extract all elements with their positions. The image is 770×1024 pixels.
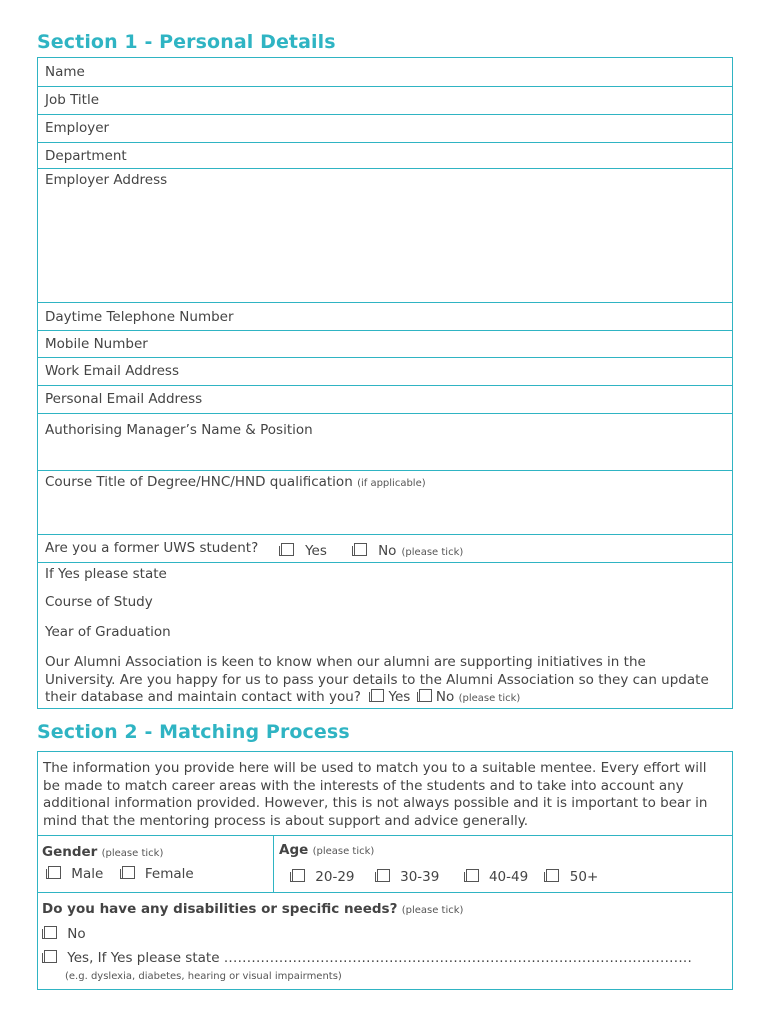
disabilities-yes-label: Yes, If Yes please state bbox=[67, 950, 220, 966]
daytime-phone-label: Daytime Telephone Number bbox=[45, 309, 234, 325]
alumni-paragraph bbox=[45, 654, 726, 708]
gender-female-checkbox[interactable] bbox=[122, 866, 135, 879]
age-20-29-checkbox[interactable] bbox=[292, 869, 305, 882]
alumni-line-3: their database and maintain contact with you? bbox=[45, 689, 361, 705]
gender-male-checkbox[interactable] bbox=[48, 866, 61, 879]
mobile-row[interactable] bbox=[38, 330, 732, 357]
employer-address-label: Employer Address bbox=[45, 172, 168, 188]
age-heading bbox=[279, 842, 374, 858]
disabilities-yes-checkbox[interactable] bbox=[44, 950, 57, 963]
disabilities-heading bbox=[42, 901, 463, 917]
intro-line-2: be made to match career areas with the interests of the students and to take into account any bbox=[43, 777, 684, 794]
section2-title: Section 2 - Matching Process bbox=[37, 721, 350, 743]
course-of-study-label: Course of Study bbox=[45, 594, 153, 610]
course-title-row[interactable] bbox=[38, 470, 732, 534]
disabilities-no-option bbox=[44, 926, 86, 942]
disabilities-question: Do you have any disabilities or specific needs? bbox=[42, 901, 398, 917]
daytime-phone-row[interactable] bbox=[38, 302, 732, 330]
age-50-plus-label: 50+ bbox=[569, 869, 599, 885]
work-email-label: Work Email Address bbox=[45, 363, 179, 379]
intro-line-4: mind that the mentoring process is about support and advice generally. bbox=[43, 812, 529, 829]
former-student-no-label: No bbox=[378, 543, 397, 559]
intro-line-3: additional information provided. However, this is not always possible and it is important to bear in bbox=[43, 795, 708, 811]
gender-label: Gender bbox=[42, 844, 98, 860]
age-20-29-label: 20-29 bbox=[315, 869, 355, 885]
alumni-line-1: Our Alumni Association is keen to know when our alumni are supporting initiatives in the bbox=[45, 654, 646, 670]
disabilities-row bbox=[38, 892, 732, 990]
disabilities-no-label: No bbox=[67, 926, 86, 942]
year-of-graduation-label: Year of Graduation bbox=[45, 624, 171, 640]
disabilities-yes-option bbox=[44, 950, 692, 966]
personal-email-row[interactable] bbox=[38, 385, 732, 413]
employer-address-row[interactable] bbox=[38, 168, 732, 302]
age-options bbox=[292, 869, 598, 885]
gender-note: (please tick) bbox=[101, 848, 164, 859]
mobile-label: Mobile Number bbox=[45, 336, 148, 352]
age-30-39-checkbox[interactable] bbox=[377, 869, 390, 882]
matching-process-box bbox=[37, 751, 733, 990]
former-student-yes-label: Yes bbox=[305, 543, 327, 559]
authorising-manager-label: Authorising Manager’s Name & Position bbox=[45, 422, 313, 438]
disabilities-note: (please tick) bbox=[401, 905, 464, 916]
disabilities-yes-dotted-line[interactable]: ...................................................................................................... bbox=[223, 950, 693, 966]
work-email-row[interactable] bbox=[38, 357, 732, 385]
age-50-plus-checkbox[interactable] bbox=[546, 869, 559, 882]
former-student-options bbox=[281, 540, 463, 559]
age-label: Age bbox=[279, 842, 309, 858]
alumni-note: (please tick) bbox=[458, 693, 521, 704]
employer-row[interactable] bbox=[38, 114, 732, 142]
former-student-no-checkbox[interactable] bbox=[354, 543, 367, 556]
employer-label: Employer bbox=[45, 120, 110, 136]
department-row[interactable] bbox=[38, 142, 732, 168]
course-title-text: Course Title of Degree/HNC/HND qualification bbox=[45, 474, 353, 490]
personal-email-label: Personal Email Address bbox=[45, 391, 203, 407]
name-label: Name bbox=[45, 64, 85, 80]
gender-heading bbox=[42, 844, 163, 860]
job-title-label: Job Title bbox=[45, 92, 100, 108]
alumni-no-label: No bbox=[435, 689, 455, 705]
former-student-question-wrap bbox=[45, 540, 258, 556]
age-40-49-label: 40-49 bbox=[488, 869, 529, 885]
section1-title: Section 1 - Personal Details bbox=[37, 31, 336, 53]
gender-options bbox=[48, 866, 194, 882]
age-note: (please tick) bbox=[312, 846, 375, 857]
alumni-line-3-wrap bbox=[45, 689, 726, 708]
former-student-row bbox=[38, 534, 732, 562]
alumni-no-checkbox[interactable] bbox=[419, 689, 432, 702]
alumni-yes-checkbox[interactable] bbox=[371, 689, 384, 702]
department-label: Department bbox=[45, 148, 127, 164]
job-title-row[interactable] bbox=[38, 86, 732, 114]
former-student-note: (please tick) bbox=[401, 547, 464, 558]
former-student-yes-checkbox[interactable] bbox=[281, 543, 294, 556]
course-title-note: (if applicable) bbox=[357, 478, 426, 489]
gender-male-label: Male bbox=[71, 866, 104, 882]
disabilities-example: (e.g. dyslexia, diabetes, hearing or visual impairments) bbox=[65, 971, 342, 982]
if-yes-label: If Yes please state bbox=[45, 566, 167, 582]
alumni-yes-label: Yes bbox=[388, 689, 411, 705]
alumni-line-2: University. Are you happy for us to pass your details to the Alumni Association so they can update bbox=[45, 671, 709, 688]
disabilities-no-checkbox[interactable] bbox=[44, 926, 57, 939]
gender-age-divider bbox=[273, 836, 274, 892]
gender-female-label: Female bbox=[144, 866, 194, 882]
former-student-question: Are you a former UWS student? bbox=[45, 540, 259, 556]
age-40-49-checkbox[interactable] bbox=[466, 869, 479, 882]
authorising-manager-row[interactable] bbox=[38, 413, 732, 470]
course-title-label bbox=[45, 474, 426, 490]
personal-details-box bbox=[37, 57, 733, 709]
age-30-39-label: 30-39 bbox=[400, 869, 440, 885]
gender-age-row bbox=[38, 835, 732, 892]
intro-paragraph bbox=[43, 760, 726, 830]
if-yes-block bbox=[38, 562, 732, 710]
intro-line-1: The information you provide here will be used to match you to a suitable mentee. Every effort will bbox=[43, 760, 707, 776]
